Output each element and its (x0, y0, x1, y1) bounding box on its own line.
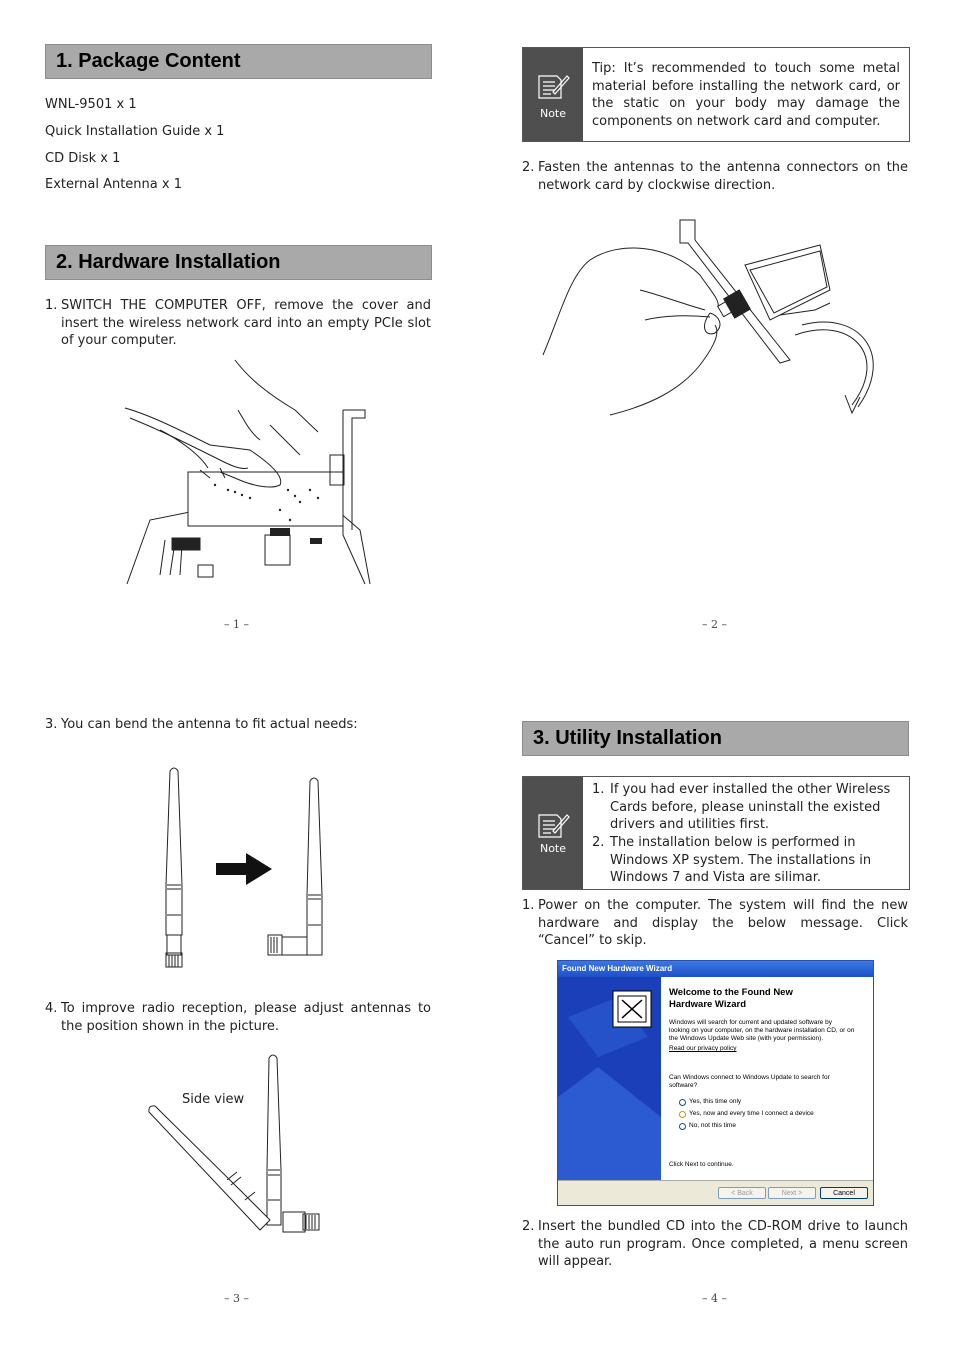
radio-no-not-this-time[interactable] (679, 1123, 686, 1130)
note-tip-text: Tip: It’s recommended to touch some metal material before installing the network card, or the static on your body may damage the components on network card and computer. (592, 61, 900, 129)
page-number-2: – 2 – (702, 618, 727, 631)
radio-label-no-not-this-time: No, not this time (689, 1122, 736, 1129)
note-label: Note (539, 842, 567, 855)
note-box-tip (522, 47, 910, 142)
section-header-utility-installation (522, 721, 909, 756)
note-box-utility (522, 776, 910, 890)
radio-label-yes-this-time: Yes, this time only (689, 1098, 742, 1105)
wizard-side-banner (558, 977, 661, 1180)
step-number: 4. (45, 1001, 58, 1016)
hardware-step-4 (45, 1000, 431, 1035)
step-text: Insert the bundled CD into the CD-ROM drive to launch the auto run program. Once completed, a menu screen will appear. (538, 1219, 908, 1270)
note-item-number: 1. (592, 782, 605, 797)
pcie-insertion-illustration (120, 360, 380, 590)
wizard-heading-line-1: Welcome to the Found New (669, 987, 793, 998)
wizard-question-line-1: Can Windows connect to Windows Update to search for (669, 1074, 830, 1081)
antenna-side-view-illustration (145, 1050, 335, 1240)
back-button[interactable]: < Back (718, 1187, 766, 1199)
note-label: Note (539, 107, 567, 120)
antenna-fastening-illustration (540, 215, 885, 420)
section-title: 3. Utility Installation (533, 727, 722, 749)
found-new-hardware-wizard-window (557, 960, 874, 1206)
hardware-step-1 (45, 297, 431, 350)
section-header-hardware-installation (45, 245, 432, 280)
step-number: 1. (45, 298, 58, 313)
note-item-2 (592, 834, 892, 887)
step-text: To improve radio reception, please adjust antennas to the position shown in the picture. (61, 1001, 431, 1034)
cancel-button[interactable]: Cancel (820, 1187, 868, 1199)
antenna-bend-illustration (160, 765, 330, 970)
radio-yes-this-time[interactable] (679, 1099, 686, 1106)
step-number: 2. (522, 1219, 535, 1234)
page-number-4: – 4 – (702, 1292, 727, 1305)
package-item-4: External Antenna x 1 (45, 177, 182, 192)
wizard-content (661, 977, 873, 1180)
utility-step-2 (522, 1218, 908, 1271)
step-number: 1. (522, 898, 535, 913)
step-text: SWITCH THE COMPUTER OFF, remove the cover and insert the wireless network card into an empty PCIe slot of your computer. (61, 298, 431, 349)
radio-yes-every-time[interactable] (679, 1111, 686, 1118)
package-item-3: CD Disk x 1 (45, 151, 121, 166)
wizard-heading-line-2: Hardware Wizard (669, 999, 746, 1010)
wizard-desc-line-2: looking on your computer, on the hardware installation CD, or on (669, 1027, 855, 1034)
note-icon-panel (523, 48, 583, 141)
radio-label-yes-every-time: Yes, now and every time I connect a device (689, 1110, 814, 1117)
side-view-label: Side view (182, 1092, 245, 1107)
note-pencil-icon (535, 72, 571, 102)
wizard-continue-hint: Click Next to continue. (669, 1161, 734, 1168)
note-item-text: The installation below is performed in Windows XP system. The installations in Windows 7 and Vista are silimar. (610, 835, 872, 886)
utility-step-1 (522, 897, 908, 950)
wizard-desc-line-1: Windows will search for current and updated software by (669, 1019, 832, 1026)
package-item-1: WNL-9501 x 1 (45, 97, 137, 112)
section-title: 2. Hardware Installation (56, 251, 281, 273)
step-text: You can bend the antenna to fit actual needs: (61, 717, 358, 732)
wizard-question-line-2: software? (669, 1082, 698, 1089)
note-icon-panel (523, 777, 583, 889)
next-button[interactable]: Next > (768, 1187, 816, 1199)
note-item-text: If you had ever installed the other Wireless Cards before, please uninstall the existed drivers and utilities first. (610, 782, 891, 833)
wizard-title-bar: Found New Hardware Wizard (558, 961, 873, 977)
hardware-step-3 (45, 716, 431, 734)
note-item-number: 2. (592, 835, 605, 850)
step-number: 2. (522, 160, 535, 175)
note-item-1 (592, 781, 892, 834)
package-item-2: Quick Installation Guide x 1 (45, 124, 225, 139)
privacy-policy-link[interactable]: Read our privacy policy (669, 1045, 737, 1052)
step-text: Power on the computer. The system will find the new hardware and display the below message. Click “Cancel” to skip. (538, 898, 908, 949)
page-number-3: – 3 – (224, 1292, 249, 1305)
note-pencil-icon (535, 811, 571, 841)
section-title: 1. Package Content (56, 50, 241, 72)
hardware-step-2 (522, 159, 908, 194)
wizard-banner-art (558, 977, 661, 1180)
wizard-desc-line-3: the Windows Update Web site (with your permission). (669, 1035, 824, 1042)
page-number-1: – 1 – (224, 618, 249, 631)
step-text: Fasten the antennas to the antenna connectors on the network card by clockwise direction. (538, 160, 908, 193)
section-header-package-content (45, 44, 432, 79)
arrow-right-icon (216, 853, 272, 885)
step-number: 3. (45, 717, 58, 732)
